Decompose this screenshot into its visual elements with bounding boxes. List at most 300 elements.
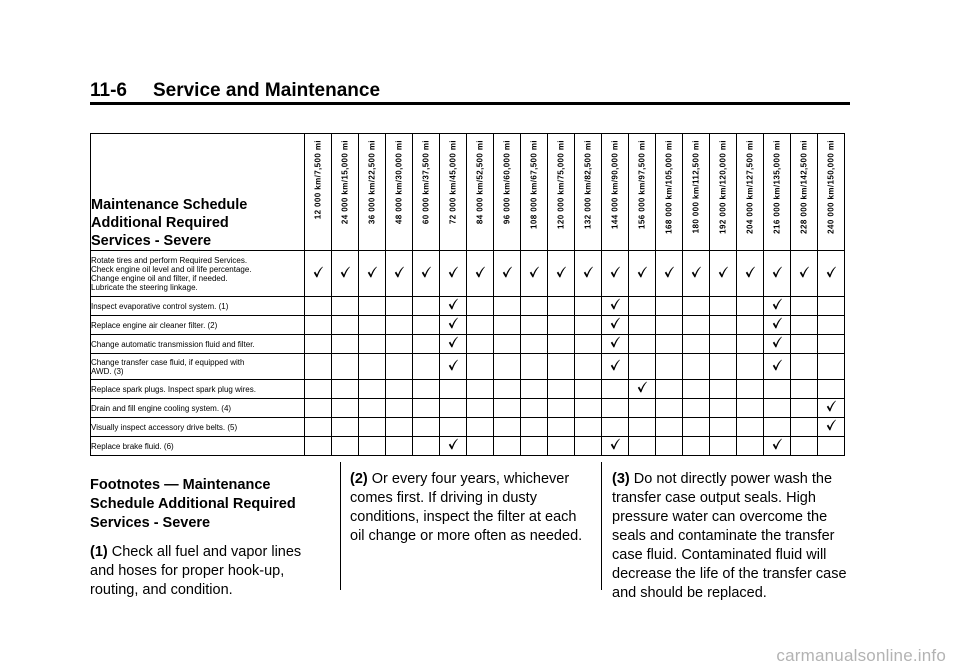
- schedule-cell: [359, 380, 386, 399]
- schedule-cell: [467, 297, 494, 316]
- footnote-1: [90, 543, 320, 600]
- schedule-cell: [548, 297, 575, 316]
- interval-label: 180 000 km/112,500 mi: [691, 140, 701, 234]
- schedule-cell: [521, 418, 548, 437]
- page-number: 11-6: [90, 80, 127, 101]
- schedule-cell: [791, 399, 818, 418]
- interval-label: 60 000 km/37,500 mi: [421, 140, 431, 225]
- service-task-line: Rotate tires and perform Required Services.: [91, 255, 248, 265]
- service-task: [91, 335, 305, 354]
- footnote-marker: (3): [612, 471, 630, 487]
- table-row: [91, 297, 845, 316]
- checkmark-icon: [448, 335, 458, 347]
- checkmark-icon: [502, 265, 512, 277]
- interval-header: [818, 134, 845, 251]
- interval-header: [629, 134, 656, 251]
- service-task-line: Replace spark plugs. Inspect spark plug wires.: [91, 384, 256, 394]
- schedule-cell: [494, 399, 521, 418]
- footnotes-column-1: [90, 470, 320, 600]
- schedule-cell: [413, 437, 440, 456]
- schedule-cell: [602, 354, 629, 380]
- schedule-cell: [413, 251, 440, 297]
- schedule-cell: [440, 380, 467, 399]
- schedule-cell: [467, 316, 494, 335]
- interval-header: [656, 134, 683, 251]
- watermark-text: carmanualsonline.info: [776, 646, 946, 665]
- schedule-cell: [710, 354, 737, 380]
- checkmark-icon: [826, 418, 836, 430]
- schedule-cell: [575, 399, 602, 418]
- checkmark-icon: [691, 265, 701, 277]
- schedule-cell: [440, 418, 467, 437]
- checkmark-icon: [772, 265, 782, 277]
- schedule-cell: [683, 297, 710, 316]
- schedule-cell: [332, 354, 359, 380]
- schedule-cell: [386, 437, 413, 456]
- checkmark-icon: [664, 265, 674, 277]
- checkmark-icon: [448, 265, 458, 277]
- schedule-cell: [575, 335, 602, 354]
- footnote-marker: (2): [350, 471, 368, 487]
- schedule-cell: [413, 297, 440, 316]
- schedule-cell: [683, 316, 710, 335]
- footnote-marker: (1): [90, 544, 108, 560]
- schedule-cell: [305, 354, 332, 380]
- schedule-cell: [332, 437, 359, 456]
- schedule-cell: [764, 418, 791, 437]
- schedule-cell: [305, 251, 332, 297]
- schedule-cell: [440, 297, 467, 316]
- checkmark-icon: [826, 265, 836, 277]
- schedule-cell: [494, 437, 521, 456]
- checkmark-icon: [448, 316, 458, 328]
- column-divider: [340, 462, 341, 590]
- interval-header: [359, 134, 386, 251]
- interval-header: [791, 134, 818, 251]
- schedule-cell: [332, 399, 359, 418]
- schedule-cell: [359, 437, 386, 456]
- schedule-cell: [791, 335, 818, 354]
- schedule-cell: [791, 354, 818, 380]
- service-task: [91, 418, 305, 437]
- schedule-cell: [818, 297, 845, 316]
- interval-label: 156 000 km/97,500 mi: [637, 140, 647, 229]
- schedule-cell: [494, 354, 521, 380]
- schedule-cell: [386, 354, 413, 380]
- checkmark-icon: [718, 265, 728, 277]
- schedule-cell: [305, 335, 332, 354]
- interval-label: 12 000 km/7,500 mi: [313, 140, 323, 220]
- interval-label: 96 000 km/60,000 mi: [502, 140, 512, 225]
- interval-header: [764, 134, 791, 251]
- schedule-cell: [467, 380, 494, 399]
- service-task-line: Change transfer case fluid, if equipped with: [91, 357, 245, 367]
- schedule-cell: [629, 251, 656, 297]
- interval-label: 240 000 km/150,000 mi: [826, 140, 836, 234]
- interval-label: 36 000 km/22,500 mi: [367, 140, 377, 225]
- schedule-cell: [332, 335, 359, 354]
- schedule-cell: [467, 437, 494, 456]
- schedule-cell: [737, 418, 764, 437]
- interval-header: [305, 134, 332, 251]
- schedule-cell: [548, 335, 575, 354]
- schedule-cell: [440, 399, 467, 418]
- schedule-cell: [818, 399, 845, 418]
- schedule-rows: [91, 251, 845, 456]
- schedule-cell: [710, 399, 737, 418]
- schedule-cell: [764, 335, 791, 354]
- schedule-cell: [305, 418, 332, 437]
- schedule-cell: [467, 354, 494, 380]
- schedule-cell: [764, 354, 791, 380]
- schedule-cell: [332, 297, 359, 316]
- schedule-cell: [386, 399, 413, 418]
- schedule-cell: [818, 418, 845, 437]
- schedule-title-line: Additional Required: [91, 215, 229, 231]
- footnote-2: [350, 470, 588, 546]
- schedule-cell: [764, 251, 791, 297]
- service-task: [91, 399, 305, 418]
- interval-label: 132 000 km/82,500 mi: [583, 140, 593, 229]
- checkmark-icon: [448, 297, 458, 309]
- schedule-cell: [359, 316, 386, 335]
- schedule-cell: [710, 297, 737, 316]
- checkmark-icon: [529, 265, 539, 277]
- checkmark-icon: [772, 335, 782, 347]
- checkmark-icon: [799, 265, 809, 277]
- schedule-cell: [359, 297, 386, 316]
- schedule-cell: [818, 335, 845, 354]
- schedule-cell: [737, 316, 764, 335]
- schedule-cell: [305, 316, 332, 335]
- schedule-cell: [818, 354, 845, 380]
- schedule-cell: [575, 354, 602, 380]
- schedule-cell: [575, 418, 602, 437]
- schedule-cell: [737, 354, 764, 380]
- schedule-cell: [656, 316, 683, 335]
- schedule-cell: [629, 354, 656, 380]
- schedule-cell: [764, 399, 791, 418]
- interval-label: 84 000 km/52,500 mi: [475, 140, 485, 225]
- table-row: [91, 418, 845, 437]
- schedule-cell: [791, 316, 818, 335]
- checkmark-icon: [637, 380, 647, 392]
- schedule-cell: [413, 380, 440, 399]
- checkmark-icon: [556, 265, 566, 277]
- interval-header: [737, 134, 764, 251]
- footnotes-column-2: [350, 470, 588, 546]
- schedule-cell: [710, 335, 737, 354]
- schedule-cell: [629, 399, 656, 418]
- schedule-cell: [386, 251, 413, 297]
- service-task-line: Replace brake fluid. (6): [91, 441, 174, 451]
- service-task-line: AWD. (3): [91, 366, 124, 376]
- service-task-line: Visually inspect accessory drive belts. (5): [91, 422, 238, 432]
- schedule-cell: [440, 335, 467, 354]
- schedule-cell: [602, 399, 629, 418]
- service-task: [91, 316, 305, 335]
- schedule-cell: [737, 399, 764, 418]
- schedule-cell: [818, 380, 845, 399]
- schedule-cell: [548, 316, 575, 335]
- schedule-cell: [629, 418, 656, 437]
- checkmark-icon: [610, 335, 620, 347]
- service-task: [91, 437, 305, 456]
- interval-label: 228 000 km/142,500 mi: [799, 140, 809, 234]
- schedule-cell: [305, 399, 332, 418]
- schedule-cell: [629, 297, 656, 316]
- schedule-cell: [521, 297, 548, 316]
- schedule-cell: [710, 437, 737, 456]
- schedule-cell: [413, 335, 440, 354]
- schedule-cell: [629, 380, 656, 399]
- checkmark-icon: [772, 316, 782, 328]
- schedule-cell: [467, 335, 494, 354]
- table-row: [91, 399, 845, 418]
- checkmark-icon: [610, 437, 620, 449]
- schedule-cell: [656, 380, 683, 399]
- schedule-cell: [359, 418, 386, 437]
- table-row: [91, 316, 845, 335]
- interval-header: [548, 134, 575, 251]
- footnote-3: [612, 470, 852, 603]
- checkmark-icon: [745, 265, 755, 277]
- schedule-cell: [575, 297, 602, 316]
- schedule-cell: [656, 354, 683, 380]
- schedule-cell: [494, 251, 521, 297]
- schedule-cell: [359, 399, 386, 418]
- service-task-line: Change automatic transmission fluid and filter.: [91, 339, 255, 349]
- service-task-line: Change engine oil and filter, if needed.: [91, 273, 228, 283]
- interval-label: 24 000 km/15,000 mi: [340, 140, 350, 225]
- checkmark-icon: [610, 265, 620, 277]
- schedule-cell: [683, 418, 710, 437]
- schedule-cell: [548, 380, 575, 399]
- maintenance-schedule-table: [90, 133, 845, 456]
- checkmark-icon: [448, 358, 458, 370]
- schedule-cell: [575, 437, 602, 456]
- schedule-cell: [656, 437, 683, 456]
- table-row: [91, 437, 845, 456]
- checkmark-icon: [583, 265, 593, 277]
- schedule-cell: [386, 418, 413, 437]
- schedule-cell: [386, 380, 413, 399]
- footnotes-column-3: [612, 470, 852, 603]
- schedule-cell: [521, 380, 548, 399]
- checkmark-icon: [367, 265, 377, 277]
- schedule-cell: [602, 335, 629, 354]
- schedule-cell: [548, 437, 575, 456]
- schedule-cell: [467, 399, 494, 418]
- schedule-cell: [440, 251, 467, 297]
- schedule-cell: [737, 380, 764, 399]
- interval-header: [521, 134, 548, 251]
- checkmark-icon: [610, 358, 620, 370]
- schedule-cell: [521, 437, 548, 456]
- schedule-cell: [602, 418, 629, 437]
- schedule-cell: [521, 335, 548, 354]
- schedule-cell: [548, 399, 575, 418]
- interval-label: 204 000 km/127,500 mi: [745, 140, 755, 234]
- schedule-cell: [602, 251, 629, 297]
- checkmark-icon: [475, 265, 485, 277]
- schedule-cell: [413, 316, 440, 335]
- schedule-cell: [602, 380, 629, 399]
- checkmark-icon: [448, 437, 458, 449]
- checkmark-icon: [313, 265, 323, 277]
- schedule-cell: [575, 251, 602, 297]
- checkmark-icon: [610, 316, 620, 328]
- schedule-cell: [548, 251, 575, 297]
- schedule-cell: [656, 335, 683, 354]
- checkmark-icon: [394, 265, 404, 277]
- schedule-cell: [764, 437, 791, 456]
- schedule-cell: [737, 335, 764, 354]
- schedule-cell: [683, 380, 710, 399]
- service-task: [91, 251, 305, 297]
- schedule-cell: [818, 251, 845, 297]
- schedule-cell: [413, 418, 440, 437]
- schedule-cell: [656, 251, 683, 297]
- interval-header: [332, 134, 359, 251]
- schedule-cell: [710, 380, 737, 399]
- schedule-cell: [575, 316, 602, 335]
- schedule-cell: [602, 297, 629, 316]
- page-header: [90, 80, 380, 102]
- schedule-cell: [764, 380, 791, 399]
- schedule-cell: [656, 297, 683, 316]
- schedule-cell: [359, 354, 386, 380]
- interval-label: 72 000 km/45,000 mi: [448, 140, 458, 225]
- schedule-cell: [683, 335, 710, 354]
- interval-header: [710, 134, 737, 251]
- schedule-cell: [791, 437, 818, 456]
- checkmark-icon: [610, 297, 620, 309]
- schedule-cell: [683, 251, 710, 297]
- schedule-cell: [494, 418, 521, 437]
- checkmark-icon: [340, 265, 350, 277]
- schedule-cell: [386, 316, 413, 335]
- interval-label: 192 000 km/120,000 mi: [718, 140, 728, 234]
- schedule-cell: [332, 316, 359, 335]
- schedule-cell: [629, 437, 656, 456]
- schedule-cell: [656, 418, 683, 437]
- schedule-cell: [737, 251, 764, 297]
- schedule-cell: [683, 399, 710, 418]
- schedule-cell: [386, 297, 413, 316]
- checkmark-icon: [772, 437, 782, 449]
- schedule-cell: [386, 335, 413, 354]
- schedule-cell: [494, 380, 521, 399]
- schedule-cell: [602, 437, 629, 456]
- schedule-cell: [602, 316, 629, 335]
- schedule-cell: [764, 297, 791, 316]
- interval-header: [440, 134, 467, 251]
- service-task: [91, 380, 305, 399]
- schedule-cell: [629, 316, 656, 335]
- schedule-cell: [548, 354, 575, 380]
- schedule-cell: [521, 251, 548, 297]
- checkmark-icon: [772, 358, 782, 370]
- table-row: [91, 335, 845, 354]
- checkmark-icon: [637, 265, 647, 277]
- schedule-title-line: Maintenance Schedule: [91, 197, 248, 213]
- schedule-cell: [413, 354, 440, 380]
- table-header-row: [91, 134, 845, 251]
- checkmark-icon: [421, 265, 431, 277]
- schedule-cell: [413, 399, 440, 418]
- schedule-cell: [791, 380, 818, 399]
- interval-label: 216 000 km/135,000 mi: [772, 140, 782, 234]
- schedule-title-line: Services - Severe: [91, 233, 212, 249]
- interval-header: [386, 134, 413, 251]
- header-rule: [90, 102, 850, 105]
- schedule-cell: [332, 251, 359, 297]
- schedule-cell: [710, 418, 737, 437]
- schedule-cell: [332, 418, 359, 437]
- interval-label: 168 000 km/105,000 mi: [664, 140, 674, 234]
- schedule-cell: [629, 335, 656, 354]
- interval-label: 108 000 km/67,500 mi: [529, 140, 539, 229]
- schedule-cell: [710, 251, 737, 297]
- interval-label: 120 000 km/75,000 mi: [556, 140, 566, 229]
- schedule-cell: [791, 251, 818, 297]
- checkmark-icon: [772, 297, 782, 309]
- footnotes-heading: Footnotes — Maintenance Schedule Additional Required Services - Severe: [90, 477, 296, 531]
- footnote-text: Or every four years, whichever comes first. If driving in dusty conditions, inspect the filter at each oil change or more often as needed.: [350, 471, 583, 544]
- schedule-cell: [494, 335, 521, 354]
- schedule-title: [91, 134, 305, 251]
- schedule-cell: [764, 316, 791, 335]
- schedule-cell: [818, 437, 845, 456]
- schedule-cell: [521, 316, 548, 335]
- schedule-cell: [305, 297, 332, 316]
- schedule-cell: [521, 354, 548, 380]
- service-task-line: Lubricate the steering linkage.: [91, 282, 198, 292]
- service-task: [91, 297, 305, 316]
- schedule-cell: [440, 437, 467, 456]
- column-divider: [601, 462, 602, 590]
- table-row: [91, 380, 845, 399]
- schedule-cell: [467, 418, 494, 437]
- table-row: [91, 354, 845, 380]
- interval-label: 144 000 km/90,000 mi: [610, 140, 620, 229]
- schedule-cell: [683, 354, 710, 380]
- schedule-cell: [332, 380, 359, 399]
- interval-header: [602, 134, 629, 251]
- schedule-cell: [548, 418, 575, 437]
- schedule-cell: [521, 399, 548, 418]
- interval-header: [413, 134, 440, 251]
- service-task-line: Check engine oil level and oil life percentage.: [91, 264, 252, 274]
- schedule-cell: [818, 316, 845, 335]
- schedule-cell: [791, 297, 818, 316]
- schedule-cell: [305, 437, 332, 456]
- footnote-text: Do not directly power wash the transfer case output seals. High pressure water can overcome the seals and contaminate the transfer case fluid. Contaminated fluid will decrease the life of the transfer case and should be replaced.: [612, 471, 847, 601]
- interval-label: 48 000 km/30,000 mi: [394, 140, 404, 225]
- schedule-cell: [737, 437, 764, 456]
- interval-header: [494, 134, 521, 251]
- service-task-line: Inspect evaporative control system. (1): [91, 301, 229, 311]
- checkmark-icon: [826, 399, 836, 411]
- footnote-text: Check all fuel and vapor lines and hoses for proper hook-up, routing, and condition.: [90, 544, 302, 598]
- schedule-cell: [359, 335, 386, 354]
- schedule-cell: [656, 399, 683, 418]
- interval-header: [683, 134, 710, 251]
- schedule-cell: [494, 316, 521, 335]
- schedule-cell: [791, 418, 818, 437]
- schedule-cell: [305, 380, 332, 399]
